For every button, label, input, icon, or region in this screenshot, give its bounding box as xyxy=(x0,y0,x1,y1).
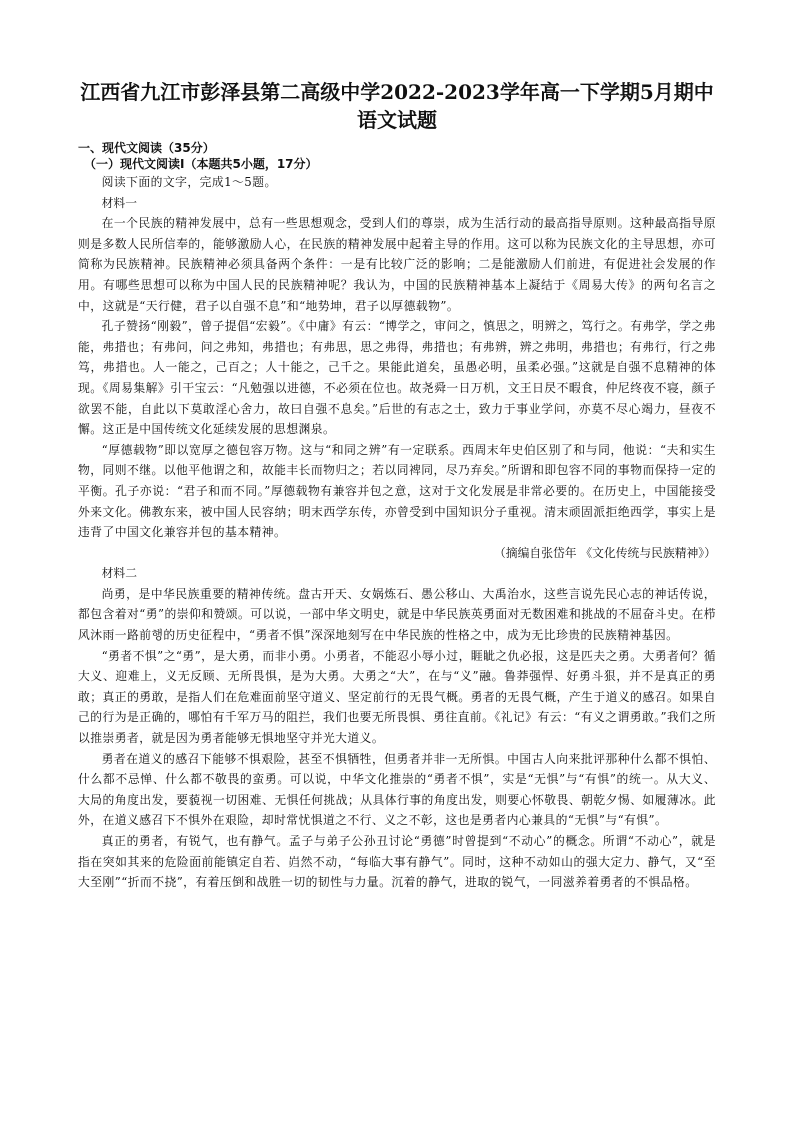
section-heading: 一、现代文阅读（35分） xyxy=(78,141,215,155)
material-one-source: （摘编自张岱年 《文化传统与民族精神》） xyxy=(494,545,716,560)
material-two-paragraph-2: “勇者不惧”之“勇”，是大勇，而非小勇。小勇者，不能忍小辱小过，睚眦之仇必报，这是匹夫之勇。大勇者何？循大义、迎难上，义无反顾、无所畏惧，是为大勇。大勇之“大”，在与“义”融。鲁莽强悍、好勇斗狠，并不是真正的勇敢；真正的勇敢，是指人们在危难面前坚守道义、坚定前行的无畏气概。勇者的无畏气概，产生于道义的感召。如果自己的行为是正确的，哪怕有千军万马的阻拦，我们也要无所畏惧、勇往直前。《礼记》有云：“有义之谓勇敢。”我们之所以推崇勇者，就是因为勇者能够无惧地坚守并光大道义。 xyxy=(78,648,717,746)
material-two-paragraph-1: 尚勇，是中华民族重要的精神传统。盘古开天、女娲炼石、愚公移山、大禹治水，这些言说先民心志的神话传说，都包含着对“勇”的崇仰和赞颂。可以说，一部中华文明史，就是中华民族英勇面对无数困难和挑战的不屈奋斗史。在栉风沐雨一路前행的历史征程中，“勇者不惧”深深地刻写在中华民族的性格之中，成为无比珍贵的民族精神基因。 xyxy=(78,586,716,643)
material-two-paragraph-4: 真正的勇者，有锐气，也有静气。孟子与弟子公孙丑讨论“勇德”时曾提到“不动心”的概念。所谓“不动心”，就是指在突如其来的危险面前能镇定自若、岿然不动，“每临大事有静气”。同时，这种不动如山的强大定力、静气，又“至大至刚”“折而不挠”，有着压倒和战胜一切的韧性与力量。沉着的静气，进取的锐气，一同滋养着勇者的不惧品格。 xyxy=(78,834,716,890)
material-one-paragraph-2: 孔子赞扬“刚毅”，曾子提倡“宏毅”。《中庸》有云：“博学之，审问之，慎思之，明辨之，笃行之。有弗学，学之弗能，弗措也；有弗问，问之弗知，弗措也；有弗思，思之弗得，弗措也；有弗辨，辨之弗明，弗措也；有弗行，行之弗笃，弗措也。人一能之，己百之；人十能之，己千之。果能此道矣，虽愚必明，虽柔必强。”这就是自强不息精神的体现。《周易集解》引干宝云：“凡勉强以进德，不必须在位也。故尧舜一日万机，文王日昃不暇食，仲尼终夜不寝，颜子欲罢不能，自此以下莫敢淫心舍力，故曰自强不息矣。”后世的有志之士，致力于事业学问，亦莫不尽心竭力，昼夜不懈。这正是中国传统文化延续发展的思想渊泉。 xyxy=(78,319,716,437)
material-two-paragraph-3: 勇者在道义的感召下能够不惧艰险，甚至不惧牺牲，但勇者并非一无所惧。中国古人向来批评那种什么都不惧怕、什么都不忌惮、什么都不敬畏的蛮勇。可以说，中华文化推崇的“勇者不惧”，实是“无惧”与“有惧”的统一。从大义、大局的角度出发，要藐视一切困难、无惧任何挑战；从具体行事的角度出发，则要心怀敬畏、朝乾夕惕、如履薄冰。此外，在道义感召下不惧外在艰险，却时常忧惧道之不行、义之不彰，这也是勇者内心兼具的“无惧”与“有惧”。 xyxy=(78,751,716,828)
instruction-text: 阅读下面的文字，完成1～5题。 xyxy=(101,175,277,189)
document-title xyxy=(78,78,716,134)
material-one-paragraph-1: 在一个民族的精神发展中，总有一些思想观念，受到人们的尊崇，成为生活行动的最高指导原则。这种最高指导原则是多数人民所信奉的，能够激励人心，在民族的精神发展中起着主导的作用。这可以称为民族文化的主导思想，亦可简称为民族精神。民族精神必须具备两个条件：一是有比较广泛的影响；二是能激励人们前进，有促进社会发展的作用。有哪些思想可以称为中国人民的民族精神呢？我认为，中国的民族精神基本上凝结于《周易大传》的两句名言之中，这就是“天行健，君子以自强不息”和“地势坤，君子以厚德载物”。 xyxy=(78,216,716,313)
material-one-paragraph-3: “厚德载物”即以宽厚之德包容万物。这与“和同之辨”有一定联系。西周末年史伯区别了和与同，他说：“夫和实生物，同则不继。以他平他谓之和，故能丰长而物归之；若以同裨同，尽乃弃矣。”所谓和即包容不同的事物而保持一定的平衡。孔子亦说：“君子和而不同。”厚德载物有兼容并包之意，这对于文化发展是非常必要的。在历史上，中国能接受外来文化。佛教东来，被中国人民容纳；明末西学东传，亦曾受到中国知识分子重视。清末顽固派拒绝西学，事实上是违背了中国文化兼容并包的基本精神。 xyxy=(78,442,716,540)
title-line-1: 江西省九江市彭泽县第二高级中学2022-2023学年高一下学期5月期中 xyxy=(80,80,714,104)
material-two-label: 材料二 xyxy=(101,566,137,581)
title-line-2: 语文试题 xyxy=(357,108,437,132)
subsection-heading: （一）现代文阅读Ⅰ（本题共5小题，17分） xyxy=(84,157,318,171)
material-one-label: 材料一 xyxy=(101,195,137,210)
